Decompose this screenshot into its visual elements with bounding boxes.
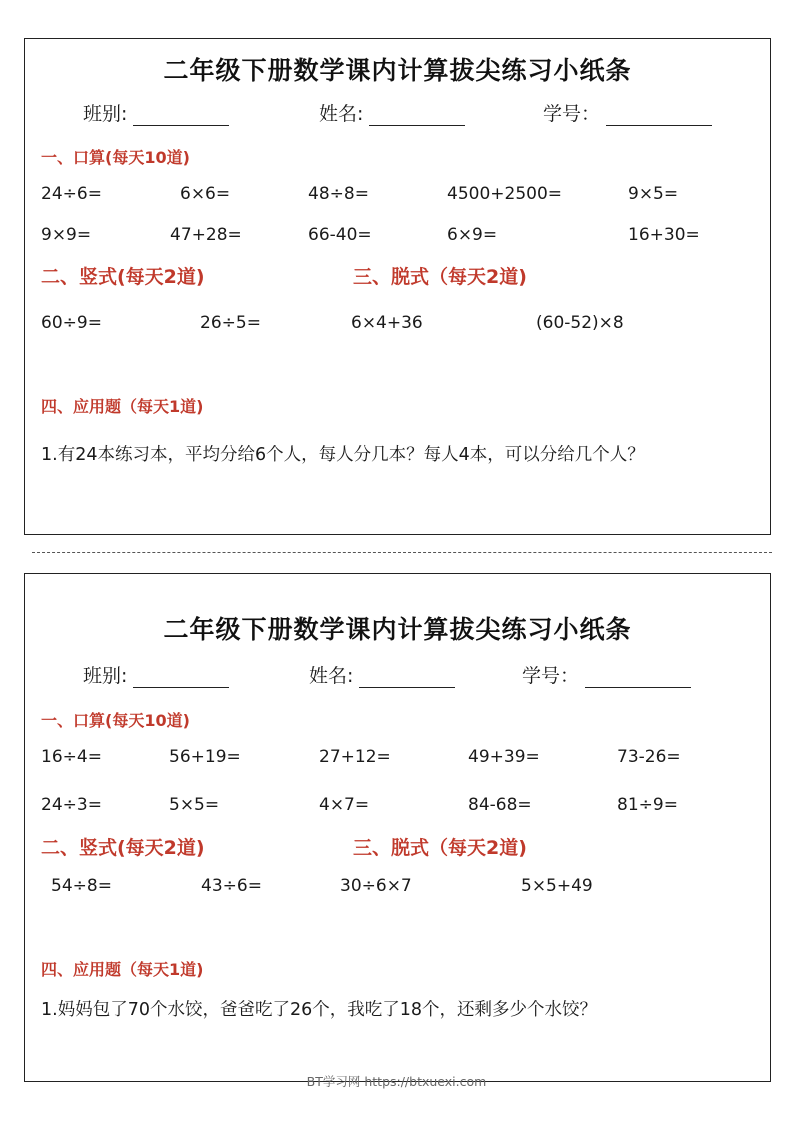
name-field <box>309 661 455 688</box>
practice-sheet-1 <box>24 38 771 535</box>
section-vertical-heading: 二、竖式(每天2道) <box>41 266 205 288</box>
calc-problem: 5×5+49 <box>521 876 593 896</box>
site-watermark: BT学习网 https://btxuexi.com <box>306 1074 487 1089</box>
name-label: 姓名: <box>309 665 354 687</box>
word-problem: 1.妈妈包了70个水饺，爸爸吃了26个，我吃了18个，还剩多少个水饺？ <box>41 1000 597 1020</box>
oral-problem: 49+39= <box>468 747 540 767</box>
section-vertical-heading: 二、竖式(每天2道) <box>41 837 205 859</box>
word-problem: 1.有24本练习本，平均分给6个人，每人分几本？每人4本，可以分给几个人？ <box>41 445 645 465</box>
class-blank[interactable] <box>133 667 229 688</box>
id-field <box>543 99 712 126</box>
class-field <box>83 99 229 126</box>
name-field <box>319 99 465 126</box>
oral-problem: 24÷6= <box>41 184 102 204</box>
oral-problem: 56+19= <box>169 747 241 767</box>
oral-problem: 47+28= <box>170 225 242 245</box>
name-blank[interactable] <box>369 105 465 126</box>
class-blank[interactable] <box>133 105 229 126</box>
oral-problem: 24÷3= <box>41 795 102 815</box>
id-field <box>522 661 691 688</box>
oral-problem: 73-26= <box>617 747 681 767</box>
oral-problem: 27+12= <box>319 747 391 767</box>
name-blank[interactable] <box>359 667 455 688</box>
calc-problem: 60÷9= <box>41 313 102 333</box>
oral-problem: 48÷8= <box>308 184 369 204</box>
class-field <box>83 661 229 688</box>
calc-problem: 26÷5= <box>200 313 261 333</box>
id-label: 学号： <box>522 665 580 687</box>
calc-problem: 6×4+36 <box>351 313 423 333</box>
sheet-title: 二年级下册数学课内计算拔尖练习小纸条 <box>163 615 632 644</box>
oral-problem: 4500+2500= <box>447 184 563 204</box>
oral-problem: 81÷9= <box>617 795 678 815</box>
practice-sheet-2 <box>24 573 771 1082</box>
class-label: 班别: <box>83 103 128 125</box>
calc-problem: 43÷6= <box>201 876 262 896</box>
id-label: 学号： <box>543 103 601 125</box>
section-word-problem-heading: 四、应用题（每天1道) <box>41 397 204 416</box>
oral-problem: 16÷4= <box>41 747 102 767</box>
oral-problem: 66-40= <box>308 225 372 245</box>
sheet-title: 二年级下册数学课内计算拔尖练习小纸条 <box>163 56 632 85</box>
oral-problem: 9×9= <box>41 225 92 245</box>
oral-problem: 6×6= <box>180 184 231 204</box>
class-label: 班别: <box>83 665 128 687</box>
section-oral-heading: 一、口算(每天10道) <box>41 148 190 167</box>
cut-line-divider <box>32 552 772 553</box>
name-label: 姓名: <box>319 103 364 125</box>
calc-problem: 54÷8= <box>51 876 112 896</box>
oral-problem: 16+30= <box>628 225 700 245</box>
oral-problem: 84-68= <box>468 795 532 815</box>
oral-problem: 5×5= <box>169 795 220 815</box>
oral-problem: 4×7= <box>319 795 370 815</box>
section-oral-heading: 一、口算(每天10道) <box>41 711 190 730</box>
section-stepwise-heading: 三、脱式（每天2道) <box>353 266 527 288</box>
id-blank[interactable] <box>585 667 691 688</box>
section-stepwise-heading: 三、脱式（每天2道) <box>353 837 527 859</box>
calc-problem: 30÷6×7 <box>340 876 412 896</box>
section-word-problem-heading: 四、应用题（每天1道) <box>41 960 204 979</box>
oral-problem: 6×9= <box>447 225 498 245</box>
id-blank[interactable] <box>606 105 712 126</box>
calc-problem: (60-52)×8 <box>536 313 624 333</box>
oral-problem: 9×5= <box>628 184 679 204</box>
